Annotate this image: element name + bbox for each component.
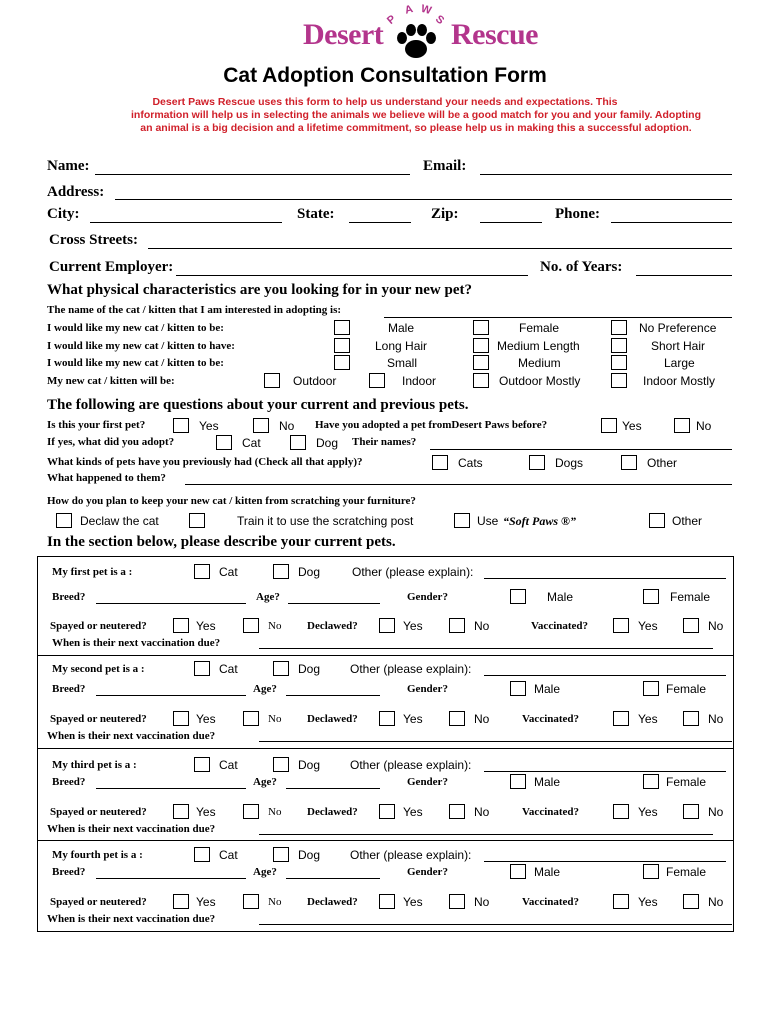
physical-heading: What physical characteristics are you looking for in your new pet? [47,282,472,298]
pet1-other-field[interactable] [484,578,726,579]
pet2-vaccination-field[interactable] [259,741,732,742]
years-label: No. of Years: [540,259,623,275]
adopted-yes-checkbox[interactable] [601,418,617,433]
intro-line-3: an animal is a big decision and a lifetime commitment, so please help us in making this a successful adoption. [140,122,692,134]
city-label: City: [47,206,80,222]
pet4-vaccinated-yes-checkbox[interactable] [613,894,629,909]
happened-field[interactable] [185,484,732,485]
pet1-vaccinated-yes-label: Yes [638,619,658,633]
pets-box [37,556,734,932]
indoor-mostly-checkbox[interactable] [611,373,627,388]
pet2-cat-label: Cat [219,662,238,676]
adopted-dog-label: Dog [316,436,339,450]
their-names-label: Their names? [352,436,417,448]
pet1-male-checkbox[interactable] [510,589,526,604]
pet3-gender-label: Gender? [407,776,448,788]
kinds-label: What kinds of pets have you previously had (Check all that apply)? [47,456,363,468]
pet1-vaccination-field[interactable] [259,648,713,649]
pet3-declawed-yes-label: Yes [403,805,423,819]
pet3-male-checkbox[interactable] [510,774,526,789]
pet1-declawed-no-checkbox[interactable] [449,618,465,633]
adopted-yes-label: Yes [622,419,642,433]
declaw-checkbox[interactable] [56,513,72,528]
pet1-spayed-yes-label: Yes [196,619,216,633]
pet3-spayed-yes-checkbox[interactable] [173,804,189,819]
pet4-declawed-no-checkbox[interactable] [449,894,465,909]
indoor-mostly-label: Indoor Mostly [643,374,716,388]
pet3-vaccination-label: When is their next vaccination due? [47,823,216,835]
pet4-male-checkbox[interactable] [510,864,526,879]
pet4-other-field[interactable] [484,861,726,862]
pet2-female-label: Female [666,682,707,696]
pet4-cat-label: Cat [219,848,238,862]
pet2-spayed-label: Spayed or neutered? [50,713,147,725]
small-checkbox[interactable] [334,355,350,370]
pet4-spayed-yes-label: Yes [196,895,216,909]
row1-label: I would like my new cat / kitten to be: [47,322,224,334]
pet4-dog-label: Dog [298,848,321,862]
pet3-cat-label: Cat [219,758,238,772]
pet2-dog-checkbox[interactable] [273,661,289,676]
kinds-other-label: Other [647,456,678,470]
pet4-dog-checkbox[interactable] [273,847,289,862]
short-hair-checkbox[interactable] [611,338,627,353]
no-preference-label: No Preference [639,321,717,335]
first-pet-yes-label: Yes [199,419,219,433]
pet3-age-field[interactable] [286,788,380,789]
pet1-spayed-yes-checkbox[interactable] [173,618,189,633]
pet4-breed-label: Breed? [52,866,86,878]
pet3-breed-field[interactable] [96,788,246,789]
pet2-breed-label: Breed? [52,683,86,695]
first-pet-no-label: No [279,419,295,433]
kinds-dogs-label: Dogs [555,456,584,470]
pet3-spayed-no-label: No [268,806,282,818]
pet2-male-label: Male [534,682,561,696]
kinds-cats-checkbox[interactable] [432,455,448,470]
pet3-declawed-no-label: No [474,805,490,819]
adopted-cat-checkbox[interactable] [216,435,232,450]
scratch-other-checkbox[interactable] [649,513,665,528]
pet3-spayed-no-checkbox[interactable] [243,804,259,819]
pet3-vaccinated-label: Vaccinated? [522,806,580,818]
pet1-cat-label: Cat [219,565,238,579]
outdoor-mostly-checkbox[interactable] [473,373,489,388]
pet4-breed-field[interactable] [96,878,246,879]
small-label: Small [387,356,418,370]
pet1-gender-label: Gender? [407,591,448,603]
scratch-other-label: Other [672,514,703,528]
pet2-dog-label: Dog [298,662,321,676]
email-label: Email: [423,158,467,174]
pet4-vaccinated-no-checkbox[interactable] [683,894,699,909]
logo-paws-s: S [433,13,447,27]
pet2-age-label: Age? [253,683,277,695]
pet1-vaccinated-yes-checkbox[interactable] [613,618,629,633]
pet2-spayed-yes-checkbox[interactable] [173,711,189,726]
adopted-before-label: Have you adopted a pet fromDesert Paws before? [315,419,548,431]
row3-label: I would like my new cat / kitten to be: [47,357,224,369]
kinds-dogs-checkbox[interactable] [529,455,545,470]
pet1-vaccinated-no-label: No [708,619,724,633]
indoor-checkbox[interactable] [369,373,385,388]
pet2-vaccinated-no-checkbox[interactable] [683,711,699,726]
address-field[interactable] [115,199,732,200]
medium-length-checkbox[interactable] [473,338,489,353]
pet2-vaccination-label: When is their next vaccination due? [47,730,216,742]
pet3-other-field[interactable] [484,771,726,772]
pet2-declawed-no-label: No [474,712,490,726]
pet2-female-checkbox[interactable] [643,681,659,696]
if-yes-label: If yes, what did you adopt? [47,436,175,448]
indoor-label: Indoor [402,374,437,388]
pet4-vaccination-field[interactable] [259,924,732,925]
pet2-vaccinated-yes-label: Yes [638,712,658,726]
employer-field[interactable] [176,275,528,276]
logo-paws-a: A [403,3,415,17]
pet3-vaccinated-yes-label: Yes [638,805,658,819]
scratch-label: How do you plan to keep your new cat / kitten from scratching your furniture? [47,495,416,507]
pet3-male-label: Male [534,775,561,789]
pet3-dog-checkbox[interactable] [273,757,289,772]
pet-divider-3 [37,840,734,841]
pet3-female-label: Female [666,775,707,789]
pet4-age-field[interactable] [286,878,380,879]
pet2-declawed-yes-label: Yes [403,712,423,726]
intro-line-1: Desert Paws Rescue uses this form to help us understand your needs and expectations. This [152,96,618,108]
pet1-age-field[interactable] [288,603,380,604]
pet2-spayed-no-label: No [268,713,282,725]
large-label: Large [664,356,695,370]
phone-label: Phone: [555,206,600,222]
pet4-vaccinated-label: Vaccinated? [522,896,580,908]
zip-field[interactable] [480,222,542,223]
train-label: Train it to use the scratching post [237,514,414,528]
pet2-age-field[interactable] [286,695,380,696]
long-hair-checkbox[interactable] [334,338,350,353]
pet4-spayed-no-label: No [268,896,282,908]
pet4-declawed-no-label: No [474,895,490,909]
email-field[interactable] [480,174,732,175]
pet1-age-label: Age? [256,591,280,603]
pet3-spayed-label: Spayed or neutered? [50,806,147,818]
pet3-age-label: Age? [253,776,277,788]
pet3-cat-checkbox[interactable] [194,757,210,772]
page-title: Cat Adoption Consultation Form [223,64,547,87]
previous-pets-heading: The following are questions about your current and previous pets. [47,397,469,413]
pet4-female-label: Female [666,865,707,879]
outdoor-mostly-label: Outdoor Mostly [499,374,581,388]
cat-name-label: The name of the cat / kitten that I am interested in adopting is: [47,304,342,316]
pet3-vaccinated-yes-checkbox[interactable] [613,804,629,819]
pet3-vaccination-field[interactable] [259,834,713,835]
pet2-other-field[interactable] [484,675,726,676]
pet2-declawed-yes-checkbox[interactable] [379,711,395,726]
pet4-label: My fourth pet is a : [52,849,143,861]
row4-label: My new cat / kitten will be: [47,375,175,387]
pet1-vaccination-label: When is their next vaccination due? [52,637,221,649]
pet2-declawed-no-checkbox[interactable] [449,711,465,726]
intro-line-2: information will help us in selecting the animals we believe will be a good match for you and your family. Adopting [131,109,701,121]
pet1-spayed-no-checkbox[interactable] [243,618,259,633]
row2-label: I would like my new cat / kitten to have: [47,340,235,352]
pet3-breed-label: Breed? [52,776,86,788]
soft-paws-label: “Soft Paws ®” [503,514,576,528]
pet2-gender-label: Gender? [407,683,448,695]
outdoor-label: Outdoor [293,374,337,388]
declaw-label: Declaw the cat [80,514,159,528]
pet1-other-label: Other (please explain): [352,565,474,579]
pet2-other-label: Other (please explain): [350,662,472,676]
medium-checkbox[interactable] [473,355,489,370]
happened-label: What happened to them? [47,472,166,484]
name-field[interactable] [95,174,410,175]
pet4-vaccinated-no-label: No [708,895,724,909]
their-names-field[interactable] [430,449,732,450]
pet4-cat-checkbox[interactable] [194,847,210,862]
first-pet-yes-checkbox[interactable] [173,418,189,433]
pet4-declawed-label: Declawed? [307,896,358,908]
pet1-declawed-label: Declawed? [307,620,358,632]
phone-field[interactable] [611,222,732,223]
state-label: State: [297,206,335,222]
cross-streets-label: Cross Streets: [49,232,139,248]
kinds-cats-label: Cats [458,456,483,470]
large-checkbox[interactable] [611,355,627,370]
pet4-spayed-label: Spayed or neutered? [50,896,147,908]
short-hair-label: Short Hair [651,339,706,353]
pet-divider-1 [37,655,734,656]
pet2-cat-checkbox[interactable] [194,661,210,676]
paw-print-icon [391,20,441,60]
pet2-declawed-label: Declawed? [307,713,358,725]
pet2-vaccinated-no-label: No [708,712,724,726]
pet4-vaccination-label: When is their next vaccination due? [47,913,216,925]
pet3-female-checkbox[interactable] [643,774,659,789]
pet2-spayed-no-checkbox[interactable] [243,711,259,726]
current-pets-heading: In the section below, please describe your current pets. [47,534,396,550]
pet1-declawed-yes-label: Yes [403,619,423,633]
pet-divider-2 [37,748,734,749]
adopted-no-label: No [696,419,712,433]
adopted-cat-label: Cat [242,436,261,450]
soft-paws-checkbox[interactable] [454,513,470,528]
pet1-male-label: Male [547,590,574,604]
years-field[interactable] [636,275,732,276]
outdoor-checkbox[interactable] [264,373,280,388]
pet3-other-label: Other (please explain): [350,758,472,772]
pet1-breed-label: Breed? [52,591,86,603]
pet4-declawed-yes-checkbox[interactable] [379,894,395,909]
pet1-spayed-no-label: No [268,620,282,632]
pet3-declawed-yes-checkbox[interactable] [379,804,395,819]
logo-desert: Desert [303,18,384,51]
pet1-female-label: Female [670,590,711,604]
city-field[interactable] [90,222,282,223]
pet1-female-checkbox[interactable] [643,589,659,604]
pet4-spayed-no-checkbox[interactable] [243,894,259,909]
pet2-vaccinated-label: Vaccinated? [522,713,580,725]
pet2-breed-field[interactable] [96,695,246,696]
pet1-dog-label: Dog [298,565,321,579]
adopted-dog-checkbox[interactable] [290,435,306,450]
first-pet-label: Is this your first pet? [47,419,146,431]
logo-paws-p: P [385,13,399,27]
female-label: Female [519,321,560,335]
name-label: Name: [47,158,90,174]
pet3-declawed-no-checkbox[interactable] [449,804,465,819]
pet2-vaccinated-yes-checkbox[interactable] [613,711,629,726]
medium-length-label: Medium Length [497,339,580,353]
female-checkbox[interactable] [473,320,489,335]
first-pet-no-checkbox[interactable] [253,418,269,433]
long-hair-label: Long Hair [375,339,428,353]
kinds-other-checkbox[interactable] [621,455,637,470]
pet3-spayed-yes-label: Yes [196,805,216,819]
address-label: Address: [47,184,105,200]
pet4-declawed-yes-label: Yes [403,895,423,909]
logo-rescue: Rescue [451,18,538,51]
logo-paws-w: W [419,2,433,18]
pet2-spayed-yes-label: Yes [196,712,216,726]
employer-label: Current Employer: [49,259,174,275]
zip-label: Zip: [431,206,459,222]
medium-label: Medium [518,356,561,370]
train-checkbox[interactable] [189,513,205,528]
adopted-no-checkbox[interactable] [674,418,690,433]
male-label: Male [388,321,415,335]
state-field[interactable] [349,222,411,223]
pet1-cat-checkbox[interactable] [194,564,210,579]
pet3-vaccinated-no-checkbox[interactable] [683,804,699,819]
pet3-declawed-label: Declawed? [307,806,358,818]
pet1-label: My first pet is a : [52,566,133,578]
no-preference-checkbox[interactable] [611,320,627,335]
pet3-dog-label: Dog [298,758,321,772]
use-label: Use [477,514,499,528]
pet3-label: My third pet is a : [52,759,137,771]
pet4-gender-label: Gender? [407,866,448,878]
pet4-female-checkbox[interactable] [643,864,659,879]
pet4-other-label: Other (please explain): [350,848,472,862]
pet4-spayed-yes-checkbox[interactable] [173,894,189,909]
pet1-spayed-label: Spayed or neutered? [50,620,147,632]
pet1-breed-field[interactable] [96,603,246,604]
pet1-declawed-yes-checkbox[interactable] [379,618,395,633]
pet2-label: My second pet is a : [52,663,145,675]
cross-streets-field[interactable] [148,248,732,249]
cat-name-field[interactable] [384,317,732,318]
pet3-vaccinated-no-label: No [708,805,724,819]
pet1-vaccinated-no-checkbox[interactable] [683,618,699,633]
pet1-declawed-no-label: No [474,619,490,633]
pet4-age-label: Age? [253,866,277,878]
male-checkbox[interactable] [334,320,350,335]
pet1-dog-checkbox[interactable] [273,564,289,579]
pet4-male-label: Male [534,865,561,879]
pet2-male-checkbox[interactable] [510,681,526,696]
pet1-vaccinated-label: Vaccinated? [531,620,589,632]
pet4-vaccinated-yes-label: Yes [638,895,658,909]
